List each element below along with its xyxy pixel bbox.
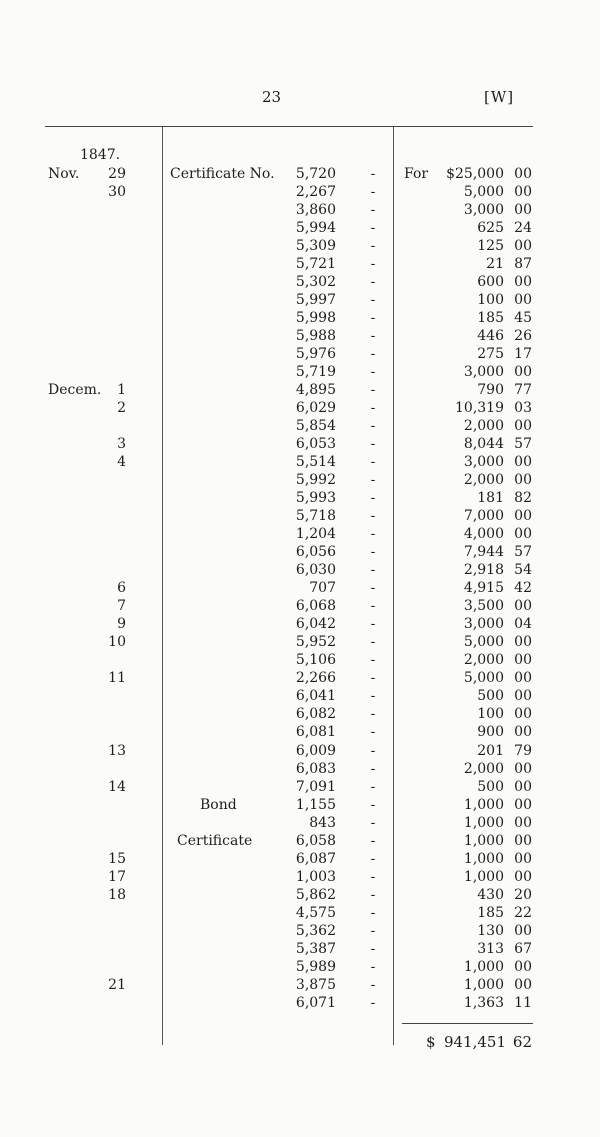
entry-cents: 57 [514, 436, 532, 453]
entry-dollars: 900 [477, 724, 504, 741]
table-row [0, 669, 600, 687]
entry-number: 6,083 [295, 760, 336, 777]
table-row [0, 255, 600, 273]
entry-type: Bond [200, 796, 237, 813]
ledger-table [0, 165, 600, 1012]
entry-type: Certificate [177, 832, 253, 849]
entry-dollars: 201 [477, 742, 504, 759]
table-row [0, 723, 600, 741]
entry-cents: 00 [514, 688, 532, 705]
entry-cents: 00 [514, 166, 532, 182]
table-row [0, 309, 600, 327]
entry-day: 10 [108, 634, 126, 651]
entry-dash: - [370, 886, 376, 903]
entry-dash: - [370, 256, 376, 273]
entry-number: 5,387 [295, 940, 336, 957]
entry-dollars: 10,319 [455, 400, 504, 417]
entry-dollars: 500 [477, 778, 504, 795]
entry-dash: - [370, 742, 376, 759]
entry-cents: 00 [514, 274, 532, 291]
entry-dash: - [370, 166, 376, 182]
entry-dollars: 1,000 [463, 868, 504, 885]
entry-number: 5,989 [295, 958, 336, 975]
entry-dash: - [370, 508, 376, 525]
total-rule [402, 1023, 533, 1024]
entry-number: 5,718 [295, 508, 336, 525]
table-row [0, 489, 600, 507]
entry-dash: - [370, 454, 376, 471]
page-number: 23 [262, 88, 282, 106]
table-row [0, 742, 600, 760]
entry-dash: - [370, 652, 376, 669]
entry-dash: - [370, 418, 376, 435]
table-row [0, 615, 600, 633]
entry-number: 6,009 [295, 742, 336, 759]
entry-dash: - [370, 922, 376, 939]
entry-dash: - [370, 778, 376, 795]
entry-number: 5,362 [295, 922, 336, 939]
entry-cents: 00 [514, 652, 532, 669]
entry-dollars: 5,000 [463, 184, 504, 201]
entry-number: 3,860 [295, 202, 336, 219]
entry-number: 5,998 [295, 310, 336, 327]
table-row [0, 183, 600, 201]
entry-day: 3 [117, 436, 126, 453]
entry-cents: 00 [514, 832, 532, 849]
entry-dash: - [370, 436, 376, 453]
entry-cents: 54 [514, 562, 532, 579]
entry-dollars: 7,000 [463, 508, 504, 525]
table-row [0, 345, 600, 363]
entry-number: 6,030 [295, 562, 336, 579]
table-row [0, 994, 600, 1012]
entry-cents: 00 [514, 868, 532, 885]
entry-cents: 00 [514, 292, 532, 309]
entry-number: 5,952 [295, 634, 336, 651]
table-row [0, 705, 600, 723]
entry-number: 5,309 [295, 238, 336, 255]
entry-cents: 00 [514, 796, 532, 813]
entry-dash: - [370, 472, 376, 489]
table-row [0, 165, 600, 183]
entry-number: 2,267 [295, 184, 336, 201]
entry-month: Nov. [48, 166, 80, 182]
entry-dash: - [370, 634, 376, 651]
entry-cents: 87 [514, 256, 532, 273]
entry-number: 5,854 [295, 418, 336, 435]
table-row [0, 958, 600, 976]
table-row [0, 687, 600, 705]
entry-number: 5,514 [295, 454, 336, 471]
entry-cents: 24 [514, 220, 532, 237]
entry-cents: 26 [514, 328, 532, 345]
table-row [0, 273, 600, 291]
table-row [0, 201, 600, 219]
entry-dash: - [370, 310, 376, 327]
entry-number: 5,994 [295, 220, 336, 237]
entry-number: 6,081 [295, 724, 336, 741]
entry-day: 4 [117, 454, 126, 471]
entry-cents: 82 [514, 490, 532, 507]
entry-type: Certificate No. [170, 166, 275, 182]
entry-dollars: 5,000 [463, 670, 504, 687]
entry-number: 3,875 [295, 976, 336, 993]
entry-day: 9 [117, 616, 126, 633]
entry-number: 5,721 [295, 256, 336, 273]
entry-cents: 00 [514, 922, 532, 939]
table-row [0, 543, 600, 561]
entry-number: 1,003 [295, 868, 336, 885]
entry-number: 5,106 [295, 652, 336, 669]
entry-dollars: 181 [477, 490, 504, 507]
entry-cents: 00 [514, 670, 532, 687]
entry-dash: - [370, 346, 376, 363]
document-mark: [W] [484, 88, 515, 106]
entry-cents: 00 [514, 508, 532, 525]
table-row [0, 525, 600, 543]
table-row [0, 291, 600, 309]
entry-day: 17 [108, 868, 126, 885]
entry-cents: 00 [514, 238, 532, 255]
entry-dash: - [370, 382, 376, 399]
entry-dash: - [370, 598, 376, 615]
table-row [0, 778, 600, 796]
entry-cents: 00 [514, 976, 532, 993]
table-row [0, 976, 600, 994]
entry-number: 4,575 [295, 904, 336, 921]
table-row [0, 886, 600, 904]
entry-cents: 00 [514, 850, 532, 867]
entry-cents: 00 [514, 526, 532, 543]
entry-dollars: 2,000 [463, 760, 504, 777]
entry-cents: 17 [514, 346, 532, 363]
entry-cents: 00 [514, 364, 532, 381]
entry-day: 21 [108, 976, 126, 993]
entry-number: 5,862 [295, 886, 336, 903]
table-row [0, 760, 600, 778]
entry-cents: 45 [514, 310, 532, 327]
table-row [0, 579, 600, 597]
entry-cents: 22 [514, 904, 532, 921]
entry-dollars: 21 [486, 256, 504, 273]
entry-dash: - [370, 238, 376, 255]
entry-for-label: For [404, 166, 429, 182]
entry-dollars: 2,000 [463, 472, 504, 489]
entry-cents: 00 [514, 418, 532, 435]
entry-day: 7 [117, 598, 126, 615]
entry-cents: 00 [514, 634, 532, 651]
entry-dollars: 3,500 [463, 598, 504, 615]
entry-cents: 00 [514, 958, 532, 975]
entry-dollars: 313 [477, 940, 504, 957]
entry-number: 6,029 [295, 400, 336, 417]
entry-cents: 57 [514, 544, 532, 561]
table-row [0, 633, 600, 651]
entry-dash: - [370, 976, 376, 993]
entry-cents: 00 [514, 760, 532, 777]
entry-cents: 20 [514, 886, 532, 903]
entry-dollars: 2,000 [463, 652, 504, 669]
entry-dash: - [370, 544, 376, 561]
entry-cents: 03 [514, 400, 532, 417]
entry-dollars: 600 [477, 274, 504, 291]
entry-cents: 00 [514, 706, 532, 723]
entry-dash: - [370, 706, 376, 723]
entry-cents: 04 [514, 616, 532, 633]
entry-dash: - [370, 400, 376, 417]
entry-number: 5,720 [295, 166, 336, 182]
entry-dash: - [370, 562, 376, 579]
table-row [0, 399, 600, 417]
entry-cents: 00 [514, 202, 532, 219]
table-row [0, 904, 600, 922]
entry-dollars: 3,000 [463, 202, 504, 219]
table-row [0, 561, 600, 579]
entry-number: 843 [309, 814, 336, 831]
entry-dash: - [370, 220, 376, 237]
table-row [0, 417, 600, 435]
total-cents: 62 [512, 1033, 532, 1051]
entry-number: 5,997 [295, 292, 336, 309]
entry-dollars: 3,000 [463, 364, 504, 381]
entry-dash: - [370, 670, 376, 687]
entry-dash: - [370, 814, 376, 831]
entry-cents: 11 [514, 994, 532, 1011]
entry-number: 6,042 [295, 616, 336, 633]
entry-dollars: 185 [477, 904, 504, 921]
entry-day: 11 [108, 670, 126, 687]
entry-dollars: 275 [477, 346, 504, 363]
entry-dollars: 430 [477, 886, 504, 903]
entry-dollars: 8,044 [463, 436, 504, 453]
table-row [0, 435, 600, 453]
entry-number: 5,302 [295, 274, 336, 291]
entry-dollars: 3,000 [463, 616, 504, 633]
entry-number: 5,976 [295, 346, 336, 363]
table-row [0, 597, 600, 615]
entry-dollars: 790 [477, 382, 504, 399]
entry-day: 15 [108, 850, 126, 867]
entry-dash: - [370, 940, 376, 957]
table-row [0, 796, 600, 814]
entry-dash: - [370, 994, 376, 1011]
entry-cents: 42 [514, 580, 532, 597]
table-row [0, 237, 600, 255]
entry-number: 1,155 [295, 796, 336, 813]
entry-cents: 67 [514, 940, 532, 957]
entry-dash: - [370, 868, 376, 885]
table-row [0, 381, 600, 399]
total-currency-symbol: $ [426, 1033, 436, 1051]
entry-dash: - [370, 904, 376, 921]
entry-dollars: 446 [477, 328, 504, 345]
entry-dollars: 4,000 [463, 526, 504, 543]
entry-dash: - [370, 328, 376, 345]
entry-day: 2 [117, 400, 126, 417]
entry-number: 2,266 [295, 670, 336, 687]
table-row [0, 868, 600, 886]
entry-number: 1,204 [295, 526, 336, 543]
table-row [0, 832, 600, 850]
entry-cents: 00 [514, 454, 532, 471]
table-row [0, 507, 600, 525]
entry-month: Decem. [48, 382, 102, 399]
entry-dollars: 1,000 [463, 796, 504, 813]
entry-dash: - [370, 958, 376, 975]
entry-dollars: 625 [477, 220, 504, 237]
entry-cents: 00 [514, 814, 532, 831]
entry-dollars: 100 [477, 292, 504, 309]
entry-dash: - [370, 688, 376, 705]
year-heading: 1847. [80, 147, 121, 163]
entry-dollars: 185 [477, 310, 504, 327]
table-row [0, 940, 600, 958]
entry-dash: - [370, 274, 376, 291]
table-row [0, 471, 600, 489]
entry-dash: - [370, 184, 376, 201]
entry-number: 6,068 [295, 598, 336, 615]
entry-dash: - [370, 580, 376, 597]
entry-number: 5,719 [295, 364, 336, 381]
entry-day: 6 [117, 580, 126, 597]
entry-dash: - [370, 832, 376, 849]
entry-dollars: 7,944 [463, 544, 504, 561]
entry-number: 7,091 [295, 778, 336, 795]
entry-cents: 79 [514, 742, 532, 759]
entry-cents: 77 [514, 382, 532, 399]
entry-cents: 00 [514, 778, 532, 795]
entry-dollars: 2,918 [463, 562, 504, 579]
entry-dash: - [370, 850, 376, 867]
entry-dollars: 130 [477, 922, 504, 939]
entry-number: 6,058 [295, 832, 336, 849]
entry-day: 1 [117, 382, 126, 399]
entry-cents: 00 [514, 724, 532, 741]
entry-dollars: 1,000 [463, 814, 504, 831]
entry-number: 5,992 [295, 472, 336, 489]
table-row [0, 814, 600, 832]
entry-day: 18 [108, 886, 126, 903]
entry-day: 29 [108, 166, 126, 182]
table-row [0, 651, 600, 669]
entry-dash: - [370, 292, 376, 309]
entry-day: 13 [108, 742, 126, 759]
entry-number: 6,053 [295, 436, 336, 453]
entry-cents: 00 [514, 472, 532, 489]
entry-dollars: 1,000 [463, 958, 504, 975]
entry-number: 6,041 [295, 688, 336, 705]
entry-cents: 00 [514, 598, 532, 615]
table-row [0, 453, 600, 471]
entry-dollars: 1,000 [463, 976, 504, 993]
entry-dash: - [370, 526, 376, 543]
entry-dollars: 1,000 [463, 850, 504, 867]
entry-dollars: 5,000 [463, 634, 504, 651]
entry-dash: - [370, 616, 376, 633]
entry-dash: - [370, 796, 376, 813]
entry-number: 5,993 [295, 490, 336, 507]
top-rule [45, 126, 533, 127]
entry-dollars: 500 [477, 688, 504, 705]
table-row [0, 363, 600, 381]
entry-number: 5,988 [295, 328, 336, 345]
entry-dash: - [370, 364, 376, 381]
entry-day: 30 [108, 184, 126, 201]
entry-dollars: 125 [477, 238, 504, 255]
entry-dash: - [370, 760, 376, 777]
entry-dollars: $25,000 [446, 166, 504, 182]
table-row [0, 922, 600, 940]
entry-number: 4,895 [295, 382, 336, 399]
entry-day: 14 [108, 778, 126, 795]
table-row [0, 219, 600, 237]
entry-dollars: 4,915 [463, 580, 504, 597]
entry-dash: - [370, 724, 376, 741]
entry-dollars: 2,000 [463, 418, 504, 435]
entry-number: 6,056 [295, 544, 336, 561]
entry-number: 6,071 [295, 994, 336, 1011]
entry-dollars: 1,000 [463, 832, 504, 849]
entry-number: 6,087 [295, 850, 336, 867]
table-row [0, 850, 600, 868]
entry-cents: 00 [514, 184, 532, 201]
total-amount: 941,451 [443, 1033, 506, 1051]
entry-number: 6,082 [295, 706, 336, 723]
entry-dash: - [370, 490, 376, 507]
entry-number: 707 [309, 580, 336, 597]
entry-dash: - [370, 202, 376, 219]
table-row [0, 327, 600, 345]
entry-dollars: 1,363 [463, 994, 504, 1011]
entry-dollars: 3,000 [463, 454, 504, 471]
entry-dollars: 100 [477, 706, 504, 723]
